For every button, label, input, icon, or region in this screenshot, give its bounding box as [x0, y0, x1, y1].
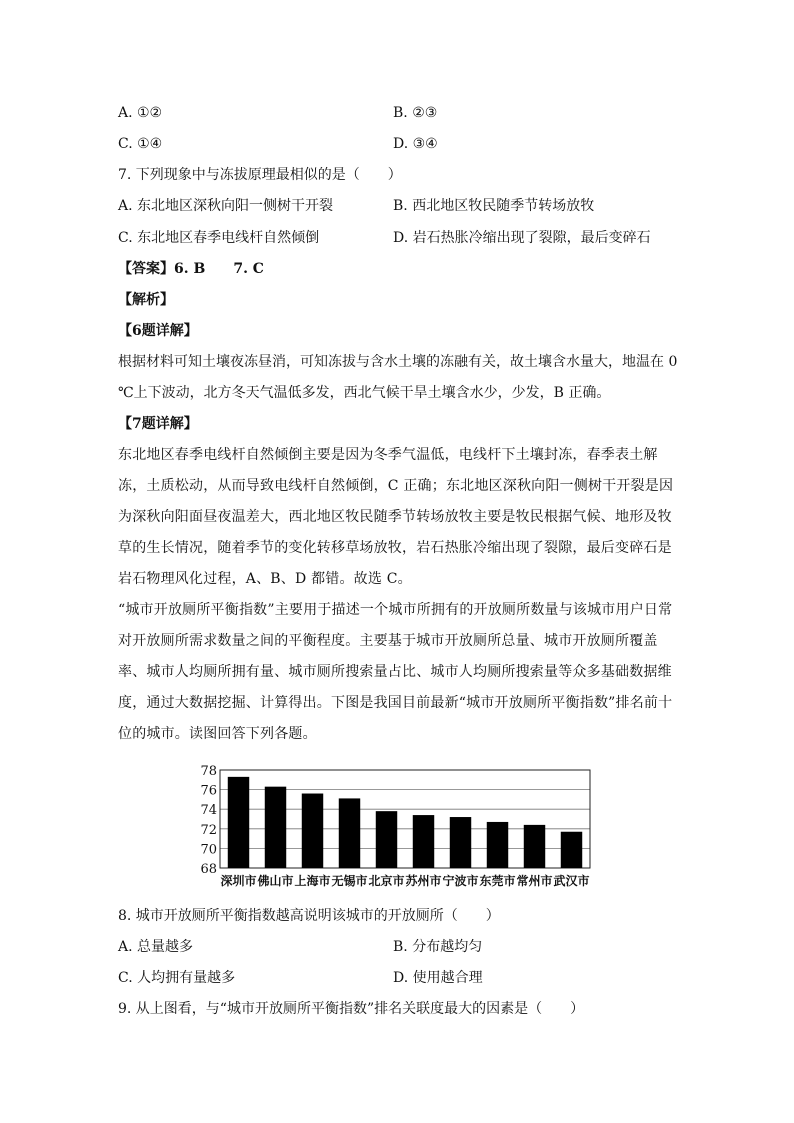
q7-option-d: D. 岩石热胀冷缩出现了裂隙，最后变碎石	[393, 230, 651, 246]
q6-detail-line-2: ℃上下波动，北方冬天气温低多发，西北气候干旱土壤含水少，少发，B 正确。	[118, 385, 611, 401]
q6-detail-line-1: 根据材料可知土壤夜冻昼消，可知冻拔与含水土壤的冻融有关，故土壤含水量大，地温在 0	[118, 354, 678, 370]
material-paragraph: “城市开放厕所平衡指数”主要用于描述一个城市所拥有的开放厕所数量与该城市用户日常对开放厕所需求数量之间的平衡程度。主要基于城市开放厕所总量、城市开放厕所覆盖率、城市人均厕所拥有量、城市厕所搜索量占比、城市人均厕所搜索量等众多基础数据维度，通过大数据挖掘、计算得出。下图是我国目前最新“城市开放厕所平衡指数”排名前十位的城市。读图回答下列各题。	[118, 602, 673, 742]
bar-4	[339, 798, 360, 868]
y-tick-label: 68	[200, 862, 217, 877]
answer-line: 【答案】6. B 7. C	[118, 261, 264, 277]
q8-stem: 8. 城市开放厕所平衡指数越高说明该城市的开放厕所（ ）	[118, 908, 500, 924]
balance-index-bar-chart	[196, 760, 596, 890]
x-category-label: 佛山市	[257, 874, 294, 888]
x-category-label: 宁波市	[442, 874, 479, 888]
q6-detail-title: 【6题详解】	[118, 323, 198, 339]
bar-6	[413, 815, 434, 868]
x-category-label: 武汉市	[553, 874, 590, 888]
bar-7	[450, 817, 471, 868]
q6-option-d: D. ③④	[393, 136, 438, 152]
q7-stem: 7. 下列现象中与冻拔原理最相似的是（ ）	[118, 167, 402, 183]
y-tick-label: 78	[200, 764, 217, 779]
q6-option-a: A. ①②	[118, 105, 163, 121]
q6-option-c: C. ①④	[118, 136, 163, 152]
bar-1	[228, 777, 249, 868]
q7-detail-paragraph: 东北地区春季电线杆自然倾倒主要是因为冬季气温低，电线杆下土壤封冻，春季表土解冻，土质松动，从而导致电线杆自然倾倒，C 正确；东北地区深秋向阳一侧树干开裂是因为深秋向阳面昼夜温差大，西北地区牧民随季节转场放牧主要是牧民根据气候、地形及牧草的生长情况，随着季节的变化转移草场放牧，岩石热胀冷缩出现了裂隙，最后变碎石是岩石物理风化过程，A、B、D 都错。故选 C。	[118, 447, 674, 587]
q6-option-b: B. ②③	[393, 105, 438, 121]
q9-stem: 9. 从上图看，与“城市开放厕所平衡指数”排名关联度最大的因素是（ ）	[118, 1001, 585, 1017]
q8-option-b: B. 分布越均匀	[393, 939, 483, 955]
q7-detail-title: 【7题详解】	[118, 416, 198, 432]
q7-option-a: A. 东北地区深秋向阳一侧树干开裂	[118, 198, 334, 214]
q8-option-a: A. 总量越多	[118, 939, 194, 955]
x-category-label: 常州市	[516, 874, 553, 888]
bar-2	[265, 787, 286, 868]
q7-option-c: C. 东北地区春季电线杆自然倾倒	[118, 230, 320, 246]
bar-8	[487, 822, 508, 868]
x-category-label: 北京市	[368, 874, 405, 888]
q8-option-c: C. 人均拥有量越多	[118, 970, 236, 986]
y-tick-label: 72	[200, 822, 217, 838]
y-tick-label: 70	[200, 842, 217, 858]
bar-5	[376, 811, 397, 868]
y-tick-label: 74	[200, 803, 217, 819]
x-category-label: 苏州市	[405, 874, 442, 888]
x-category-label: 东莞市	[479, 874, 516, 888]
x-category-label: 上海市	[294, 874, 331, 888]
q8-option-d: D. 使用越合理	[393, 970, 483, 986]
bar-9	[524, 825, 545, 868]
analysis-title: 【解析】	[118, 292, 174, 308]
bar-10	[561, 832, 582, 868]
x-category-label: 深圳市	[220, 874, 257, 888]
x-category-label: 无锡市	[331, 874, 368, 888]
q7-option-b: B. 西北地区牧民随季节转场放牧	[393, 198, 595, 214]
bar-3	[302, 794, 323, 868]
y-tick-label: 76	[200, 783, 217, 799]
